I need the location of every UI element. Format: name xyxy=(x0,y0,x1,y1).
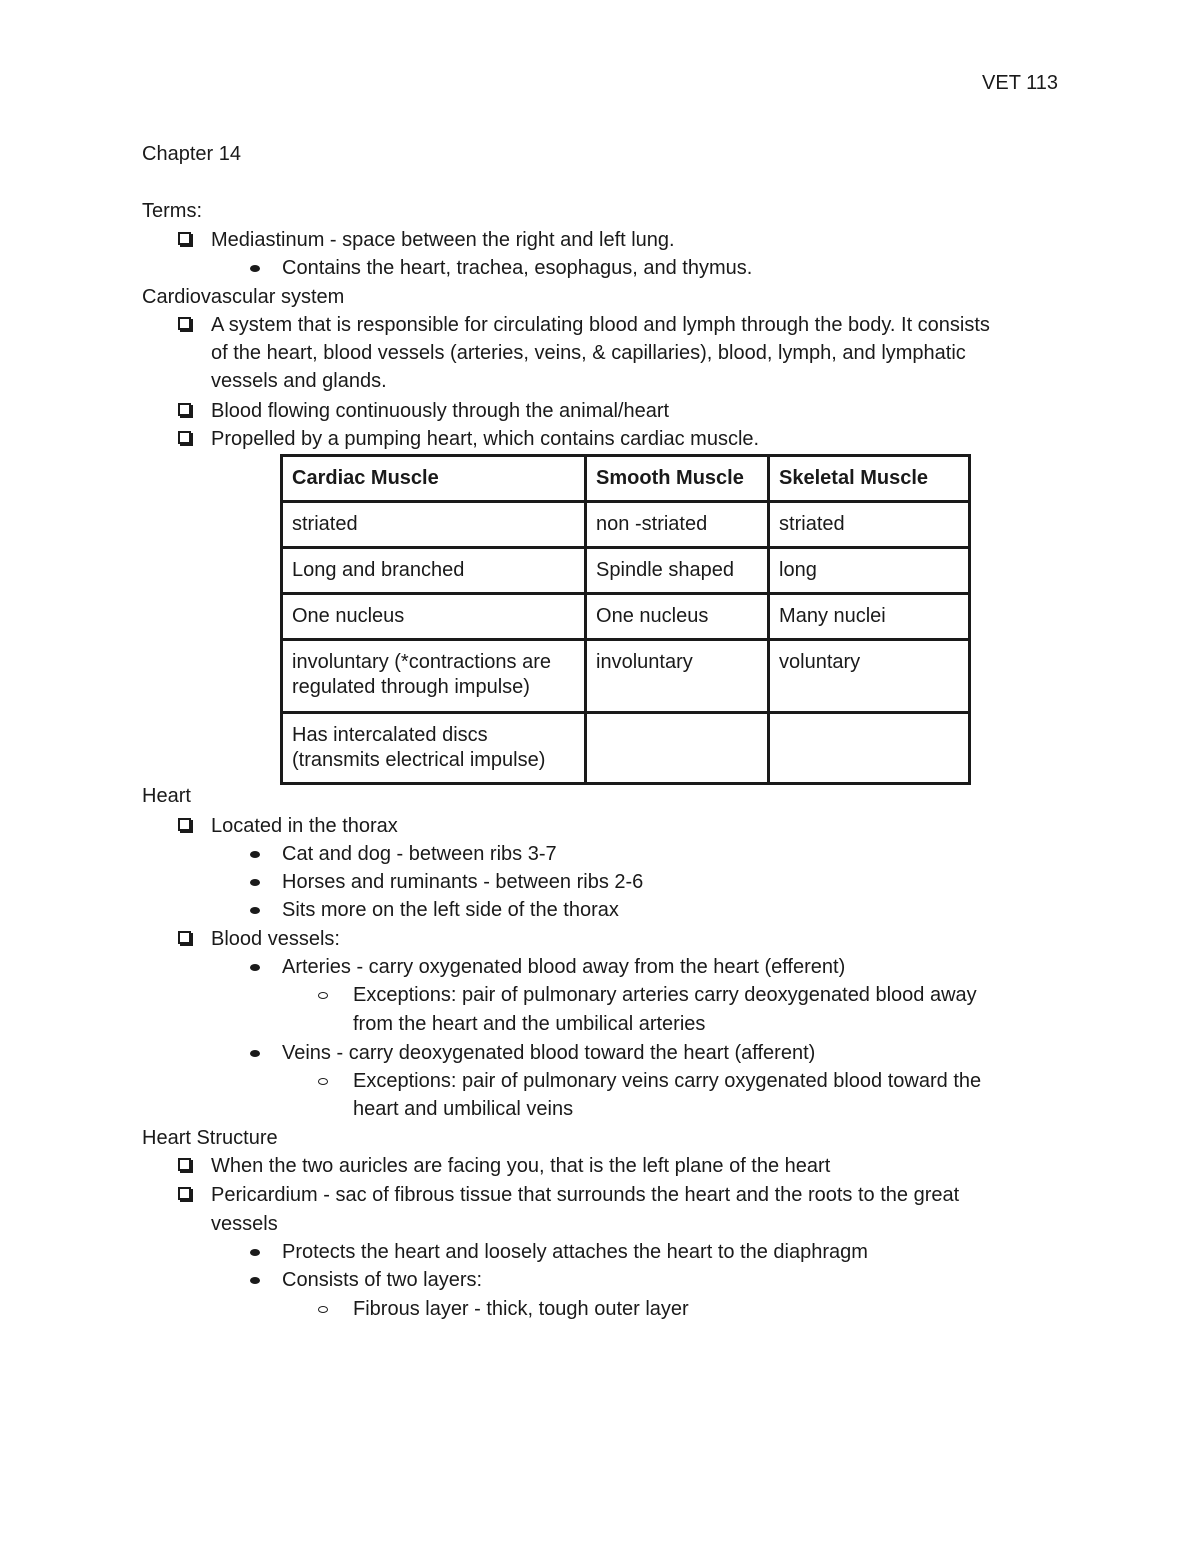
table-cell: long xyxy=(769,548,970,594)
table-row xyxy=(282,640,970,713)
header-smooth: Smooth Muscle xyxy=(586,456,769,502)
heart-subitem-horses: Horses and ruminants - between ribs 2-6 xyxy=(282,871,644,893)
table-cell xyxy=(586,713,769,784)
cardio-item-line1: A system that is responsible for circulating blood and lymph through the body. It consists xyxy=(211,314,990,336)
bullet-icon xyxy=(250,1050,260,1057)
terms-item-mediastinum: Mediastinum - space between the right and left lung. xyxy=(211,229,675,251)
checkbox-icon xyxy=(178,1158,191,1171)
table-cell: voluntary xyxy=(769,640,970,713)
table-cell: involuntary xyxy=(586,640,769,713)
veins-exception-line1: Exceptions: pair of pulmonary veins carry oxygenated blood toward the xyxy=(353,1070,982,1092)
terms-subitem-contains: Contains the heart, trachea, esophagus, and thymus. xyxy=(282,257,753,279)
header-skeletal: Skeletal Muscle xyxy=(769,456,970,502)
table-row xyxy=(282,594,970,640)
terms-heading: Terms: xyxy=(142,200,202,222)
table-cell: Has intercalated discs (transmits electrical impulse) xyxy=(282,713,586,784)
heart-subitem-veins: Veins - carry deoxygenated blood toward the heart (afferent) xyxy=(282,1042,816,1064)
bullet-icon xyxy=(250,1277,260,1284)
muscle-comparison-table xyxy=(280,454,971,785)
heart-item-vessels: Blood vessels: xyxy=(211,928,340,950)
table-cell: involuntary (*contractions are regulated through impulse) xyxy=(282,640,586,713)
structure-heading: Heart Structure xyxy=(142,1127,278,1149)
arteries-exception-line2: from the heart and the umbilical arteries xyxy=(353,1013,706,1035)
table-cell: striated xyxy=(769,502,970,548)
checkbox-icon xyxy=(178,403,191,416)
heart-heading: Heart xyxy=(142,785,191,807)
cardio-heading: Cardiovascular system xyxy=(142,286,345,308)
arteries-exception-line1: Exceptions: pair of pulmonary arteries carry deoxygenated blood away xyxy=(353,984,977,1006)
heart-subitem-arteries: Arteries - carry oxygenated blood away from the heart (efferent) xyxy=(282,956,846,978)
table-row xyxy=(282,713,970,784)
header-cardiac: Cardiac Muscle xyxy=(282,456,586,502)
bullet-icon xyxy=(250,907,260,914)
hollow-bullet-icon xyxy=(318,1078,328,1085)
bullet-icon xyxy=(250,265,260,272)
bullet-icon xyxy=(250,851,260,858)
checkbox-icon xyxy=(178,1187,191,1200)
structure-subitem-protects: Protects the heart and loosely attaches the heart to the diaphragm xyxy=(282,1241,868,1263)
table-header-row xyxy=(282,456,970,502)
table-cell: striated xyxy=(282,502,586,548)
table-cell: One nucleus xyxy=(586,594,769,640)
table-row xyxy=(282,548,970,594)
heart-item-located: Located in the thorax xyxy=(211,815,398,837)
table-cell: Long and branched xyxy=(282,548,586,594)
heart-subitem-left-side: Sits more on the left side of the thorax xyxy=(282,899,619,921)
course-header: VET 113 xyxy=(982,72,1058,94)
bullet-icon xyxy=(250,1249,260,1256)
table-cell: Spindle shaped xyxy=(586,548,769,594)
bullet-icon xyxy=(250,964,260,971)
table-cell: Many nuclei xyxy=(769,594,970,640)
heart-subitem-cat-dog: Cat and dog - between ribs 3-7 xyxy=(282,843,557,865)
hollow-bullet-icon xyxy=(318,992,328,999)
table-cell: non -striated xyxy=(586,502,769,548)
cardio-item-propelled: Propelled by a pumping heart, which contains cardiac muscle. xyxy=(211,428,760,450)
cardio-item-line2: of the heart, blood vessels (arteries, veins, & capillaries), blood, lymph, and lymphatic xyxy=(211,342,966,364)
cardio-item-flow: Blood flowing continuously through the animal/heart xyxy=(211,400,670,422)
checkbox-icon xyxy=(178,931,191,944)
chapter-title: Chapter 14 xyxy=(142,143,241,165)
checkbox-icon xyxy=(178,431,191,444)
structure-subitem-fibrous: Fibrous layer - thick, tough outer layer xyxy=(353,1298,689,1320)
structure-subitem-layers: Consists of two layers: xyxy=(282,1269,483,1291)
checkbox-icon xyxy=(178,232,191,245)
checkbox-icon xyxy=(178,317,191,330)
structure-item-pericardium-line1: Pericardium - sac of fibrous tissue that surrounds the heart and the roots to the great xyxy=(211,1184,960,1206)
bullet-icon xyxy=(250,879,260,886)
veins-exception-line2: heart and umbilical veins xyxy=(353,1098,574,1120)
structure-item-auricles: When the two auricles are facing you, that is the left plane of the heart xyxy=(211,1155,831,1177)
table-row xyxy=(282,502,970,548)
structure-item-pericardium-line2: vessels xyxy=(211,1213,278,1235)
cardio-item-line3: vessels and glands. xyxy=(211,370,387,392)
hollow-bullet-icon xyxy=(318,1306,328,1313)
table-cell: One nucleus xyxy=(282,594,586,640)
checkbox-icon xyxy=(178,818,191,831)
table-cell xyxy=(769,713,970,784)
